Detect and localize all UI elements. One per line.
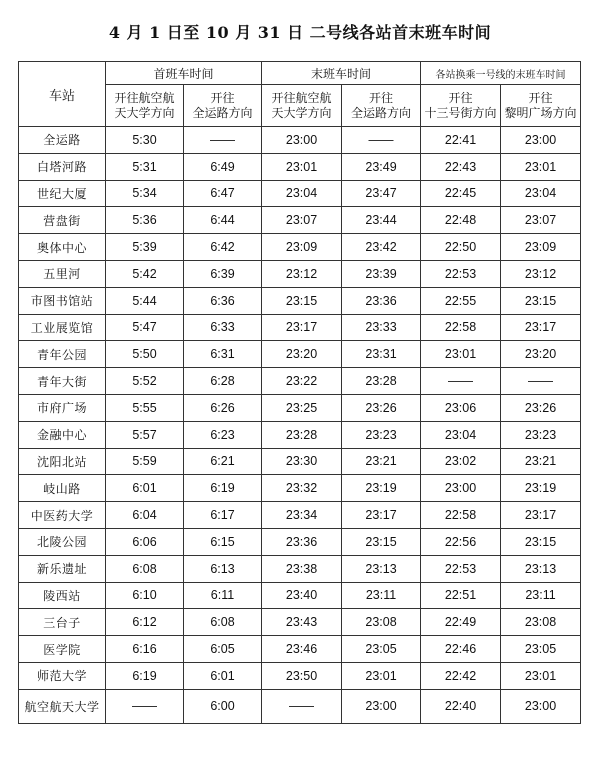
time-cell: 23:21 — [501, 448, 581, 475]
time-cell: 23:17 — [342, 502, 421, 529]
time-cell: 6:36 — [184, 287, 262, 314]
time-cell: 23:28 — [342, 368, 421, 395]
time-cell: 6:11 — [184, 582, 262, 609]
time-cell: 6:19 — [106, 662, 184, 689]
station-name: 岐山路 — [19, 475, 106, 502]
table-row — [19, 555, 581, 582]
table-row — [19, 153, 581, 180]
time-cell: 6:28 — [184, 368, 262, 395]
time-cell: 23:28 — [262, 421, 342, 448]
time-cell: 6:39 — [184, 260, 262, 287]
station-name: 航空航天大学 — [19, 689, 106, 723]
time-cell: 23:09 — [501, 234, 581, 261]
time-cell: 6:23 — [184, 421, 262, 448]
time-cell: 5:30 — [106, 127, 184, 154]
last-to-aerospace-header: 开往航空航 天大学方向 — [262, 85, 342, 127]
time-cell: —— — [421, 368, 501, 395]
time-cell: 23:36 — [342, 287, 421, 314]
time-cell: 22:41 — [421, 127, 501, 154]
time-cell: 6:33 — [184, 314, 262, 341]
first-train-header: 首班车时间 — [106, 62, 262, 85]
time-cell: 6:01 — [106, 475, 184, 502]
time-cell: 23:01 — [262, 153, 342, 180]
time-cell: 23:04 — [501, 180, 581, 207]
time-cell: 23:07 — [501, 207, 581, 234]
time-cell: 23:01 — [501, 662, 581, 689]
station-name: 白塔河路 — [19, 153, 106, 180]
last-train-header: 末班车时间 — [262, 62, 421, 85]
time-cell: —— — [106, 689, 184, 723]
time-cell: 6:19 — [184, 475, 262, 502]
table-row — [19, 394, 581, 421]
transfer-to-13th-street-header: 开往 十三号街方向 — [421, 85, 501, 127]
time-cell: 6:10 — [106, 582, 184, 609]
table-row — [19, 421, 581, 448]
time-cell: 23:44 — [342, 207, 421, 234]
station-column-header: 车站 — [19, 62, 106, 127]
time-cell: 22:53 — [421, 555, 501, 582]
time-cell: 6:47 — [184, 180, 262, 207]
time-cell: 23:00 — [262, 127, 342, 154]
time-cell: 23:30 — [262, 448, 342, 475]
time-cell: —— — [501, 368, 581, 395]
time-cell: 22:56 — [421, 528, 501, 555]
timetable-body — [19, 127, 581, 724]
time-cell: 5:55 — [106, 394, 184, 421]
time-cell: 23:22 — [262, 368, 342, 395]
time-cell: 23:13 — [501, 555, 581, 582]
station-name: 北陵公园 — [19, 528, 106, 555]
station-name: 三台子 — [19, 609, 106, 636]
transfer-to-liming-square-header: 开往 黎明广场方向 — [501, 85, 581, 127]
time-cell: 22:51 — [421, 582, 501, 609]
first-to-aerospace-header: 开往航空航 天大学方向 — [106, 85, 184, 127]
time-cell: 23:42 — [342, 234, 421, 261]
table-row — [19, 180, 581, 207]
time-cell: 6:00 — [184, 689, 262, 723]
table-row — [19, 234, 581, 261]
time-cell: 6:01 — [184, 662, 262, 689]
table-row — [19, 207, 581, 234]
time-cell: 22:45 — [421, 180, 501, 207]
time-cell: 6:04 — [106, 502, 184, 529]
time-cell: 23:05 — [342, 636, 421, 663]
first-to-quanyunlu-header: 开往 全运路方向 — [184, 85, 262, 127]
time-cell: 23:26 — [342, 394, 421, 421]
station-name: 工业展览馆 — [19, 314, 106, 341]
time-cell: 23:04 — [421, 421, 501, 448]
time-cell: 6:08 — [106, 555, 184, 582]
time-cell: 5:42 — [106, 260, 184, 287]
time-cell: 6:08 — [184, 609, 262, 636]
time-cell: 23:15 — [501, 528, 581, 555]
table-row — [19, 689, 581, 723]
table-row — [19, 314, 581, 341]
time-cell: 22:50 — [421, 234, 501, 261]
time-cell: 6:05 — [184, 636, 262, 663]
time-cell: 23:12 — [501, 260, 581, 287]
table-row — [19, 127, 581, 154]
time-cell: 22:55 — [421, 287, 501, 314]
table-row — [19, 341, 581, 368]
time-cell: 23:17 — [501, 314, 581, 341]
time-cell: 23:09 — [262, 234, 342, 261]
time-cell: 23:01 — [421, 341, 501, 368]
station-name: 青年公园 — [19, 341, 106, 368]
time-cell: 23:38 — [262, 555, 342, 582]
time-cell: 6:31 — [184, 341, 262, 368]
time-cell: 5:31 — [106, 153, 184, 180]
table-row — [19, 287, 581, 314]
time-cell: 23:00 — [342, 689, 421, 723]
time-cell: 5:39 — [106, 234, 184, 261]
time-cell: 23:20 — [262, 341, 342, 368]
time-cell: 22:40 — [421, 689, 501, 723]
table-row — [19, 260, 581, 287]
time-cell: 23:39 — [342, 260, 421, 287]
time-cell: 23:13 — [342, 555, 421, 582]
time-cell: 23:15 — [342, 528, 421, 555]
time-cell: 22:46 — [421, 636, 501, 663]
time-cell: 23:46 — [262, 636, 342, 663]
time-cell: 23:26 — [501, 394, 581, 421]
time-cell: 6:42 — [184, 234, 262, 261]
station-name: 奥体中心 — [19, 234, 106, 261]
time-cell: 6:06 — [106, 528, 184, 555]
table-row — [19, 582, 581, 609]
time-cell: 23:50 — [262, 662, 342, 689]
time-cell: —— — [184, 127, 262, 154]
time-cell: 23:00 — [421, 475, 501, 502]
time-cell: 5:50 — [106, 341, 184, 368]
time-cell: 23:12 — [262, 260, 342, 287]
time-cell: 23:07 — [262, 207, 342, 234]
time-cell: 23:33 — [342, 314, 421, 341]
time-cell: 23:21 — [342, 448, 421, 475]
time-cell: 6:16 — [106, 636, 184, 663]
time-cell: 6:13 — [184, 555, 262, 582]
last-to-quanyunlu-header: 开往 全运路方向 — [342, 85, 421, 127]
table-row — [19, 368, 581, 395]
time-cell: 23:49 — [342, 153, 421, 180]
time-cell: 6:17 — [184, 502, 262, 529]
station-name: 沈阳北站 — [19, 448, 106, 475]
time-cell: 23:17 — [501, 502, 581, 529]
table-row — [19, 662, 581, 689]
time-cell: 6:15 — [184, 528, 262, 555]
time-cell: 23:43 — [262, 609, 342, 636]
station-name: 市府广场 — [19, 394, 106, 421]
time-cell: 22:49 — [421, 609, 501, 636]
time-cell: 23:23 — [501, 421, 581, 448]
time-cell: 6:44 — [184, 207, 262, 234]
time-cell: 23:19 — [501, 475, 581, 502]
table-row — [19, 528, 581, 555]
time-cell: 23:19 — [342, 475, 421, 502]
time-cell: 22:58 — [421, 314, 501, 341]
time-cell: 23:15 — [262, 287, 342, 314]
time-cell: 23:04 — [262, 180, 342, 207]
station-name: 中医药大学 — [19, 502, 106, 529]
time-cell: 23:47 — [342, 180, 421, 207]
time-cell: 23:34 — [262, 502, 342, 529]
station-name: 医学院 — [19, 636, 106, 663]
time-cell: 22:42 — [421, 662, 501, 689]
time-cell: 6:26 — [184, 394, 262, 421]
time-cell: 5:52 — [106, 368, 184, 395]
station-name: 新乐遗址 — [19, 555, 106, 582]
timetable — [18, 61, 581, 724]
transfer-line1-header: 各站换乘一号线的末班车时间 — [421, 62, 581, 85]
time-cell: 22:53 — [421, 260, 501, 287]
time-cell: 6:12 — [106, 609, 184, 636]
time-cell: 23:08 — [342, 609, 421, 636]
time-cell: 23:02 — [421, 448, 501, 475]
time-cell: 23:25 — [262, 394, 342, 421]
time-cell: —— — [342, 127, 421, 154]
station-name: 师范大学 — [19, 662, 106, 689]
time-cell: 23:06 — [421, 394, 501, 421]
time-cell: 23:11 — [501, 582, 581, 609]
station-name: 世纪大厦 — [19, 180, 106, 207]
page-title: 4 月 1 日至 10 月 31 日 二号线各站首末班车时间 — [108, 23, 492, 42]
time-cell: 6:49 — [184, 153, 262, 180]
time-cell: 23:08 — [501, 609, 581, 636]
station-name: 青年大街 — [19, 368, 106, 395]
time-cell: 5:34 — [106, 180, 184, 207]
time-cell: 23:05 — [501, 636, 581, 663]
time-cell: 23:20 — [501, 341, 581, 368]
station-name: 五里河 — [19, 260, 106, 287]
time-cell: 23:01 — [342, 662, 421, 689]
time-cell: 6:21 — [184, 448, 262, 475]
time-cell: —— — [262, 689, 342, 723]
time-cell: 23:11 — [342, 582, 421, 609]
time-cell: 5:57 — [106, 421, 184, 448]
time-cell: 22:43 — [421, 153, 501, 180]
time-cell: 23:36 — [262, 528, 342, 555]
table-row — [19, 609, 581, 636]
time-cell: 22:58 — [421, 502, 501, 529]
station-name: 市图书馆站 — [19, 287, 106, 314]
time-cell: 5:59 — [106, 448, 184, 475]
time-cell: 23:31 — [342, 341, 421, 368]
table-row — [19, 636, 581, 663]
time-cell: 23:40 — [262, 582, 342, 609]
table-row — [19, 475, 581, 502]
time-cell: 23:01 — [501, 153, 581, 180]
time-cell: 23:00 — [501, 689, 581, 723]
time-cell: 23:23 — [342, 421, 421, 448]
table-row — [19, 448, 581, 475]
time-cell: 23:15 — [501, 287, 581, 314]
time-cell: 5:47 — [106, 314, 184, 341]
station-name: 陵西站 — [19, 582, 106, 609]
time-cell: 5:36 — [106, 207, 184, 234]
station-name: 全运路 — [19, 127, 106, 154]
station-name: 营盘街 — [19, 207, 106, 234]
time-cell: 5:44 — [106, 287, 184, 314]
table-row — [19, 502, 581, 529]
time-cell: 23:17 — [262, 314, 342, 341]
time-cell: 23:32 — [262, 475, 342, 502]
time-cell: 22:48 — [421, 207, 501, 234]
time-cell: 23:00 — [501, 127, 581, 154]
station-name: 金融中心 — [19, 421, 106, 448]
